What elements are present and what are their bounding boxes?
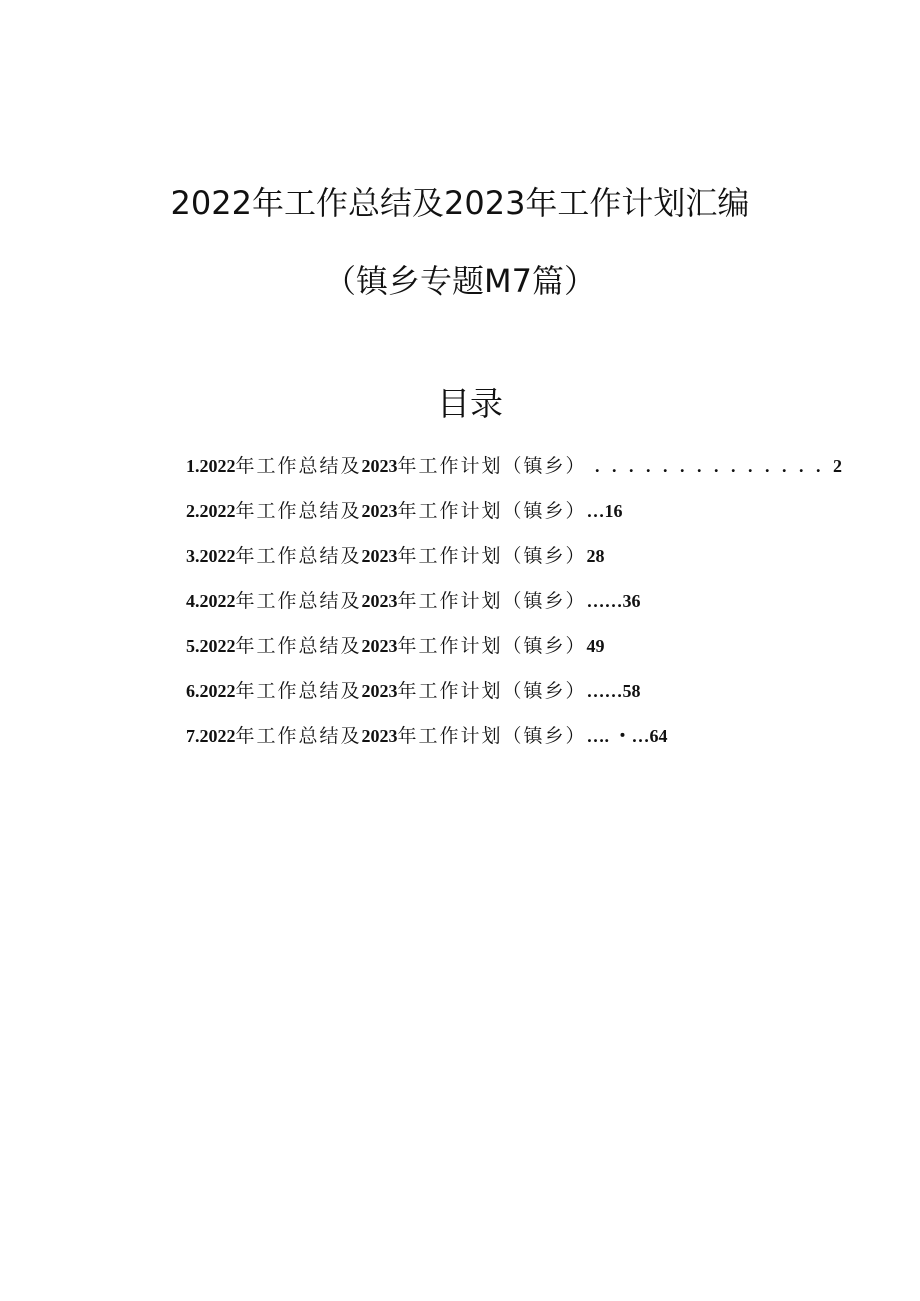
toc-entry-text: 年工作总结及: [235, 680, 362, 702]
toc-entry-text: 年工作总结及: [235, 545, 362, 567]
toc-entry-text: 年工作计划（镇乡）: [397, 545, 587, 567]
toc-entry-text: 年工作总结及: [235, 725, 362, 747]
toc-entry-year: 2023: [361, 501, 398, 521]
toc-entry-page: . . . . . . . . . . . . . . 2: [586, 456, 847, 476]
toc-entry-2[interactable]: [186, 497, 806, 542]
toc-entry-number: 7.2022: [186, 726, 236, 746]
toc-entry-text: 年工作计划（镇乡）: [397, 590, 587, 612]
document-subtitle-text: （镇乡专题M7篇）: [324, 262, 596, 300]
toc-entry-1[interactable]: [186, 452, 847, 497]
toc-entry-number: 6.2022: [186, 681, 236, 701]
document-subtitle: [0, 256, 920, 302]
toc-entry-3[interactable]: [186, 542, 806, 587]
toc-entry-year: 2023: [361, 591, 398, 611]
toc-entry-year: 2023: [361, 636, 398, 656]
toc-entry-text: 年工作计划（镇乡）: [397, 455, 587, 477]
toc-entry-year: 2023: [361, 456, 398, 476]
toc-entry-year: 2023: [361, 681, 398, 701]
toc-entry-4[interactable]: [186, 587, 806, 632]
toc-entry-page: ……58: [586, 681, 641, 701]
toc-entry-number: 4.2022: [186, 591, 236, 611]
toc-entry-text: 年工作计划（镇乡）: [397, 680, 587, 702]
toc-entry-year: 2023: [361, 546, 398, 566]
toc-entry-text: 年工作总结及: [235, 500, 362, 522]
toc-entry-number: 5.2022: [186, 636, 236, 656]
toc-entry-number: 1.2022: [186, 456, 236, 476]
toc-entry-5[interactable]: [186, 632, 806, 677]
toc-entry-page: 49: [586, 636, 605, 656]
toc-entry-text: 年工作计划（镇乡）: [397, 635, 587, 657]
toc-entry-6[interactable]: [186, 677, 806, 722]
toc-entry-year: 2023: [361, 726, 398, 746]
toc-entry-page: ……36: [586, 591, 641, 611]
toc-heading: 目录: [437, 384, 503, 423]
toc-entry-text: 年工作计划（镇乡）: [397, 500, 587, 522]
toc-entry-page: 28: [586, 546, 605, 566]
document-title-text: 2022年工作总结及2023年工作计划汇编: [170, 184, 750, 222]
toc-entry-number: 3.2022: [186, 546, 236, 566]
toc-entry-text: 年工作计划（镇乡）: [397, 725, 587, 747]
toc-entry-text: 年工作总结及: [235, 590, 362, 612]
document-title: [0, 178, 920, 224]
toc-entry-text: 年工作总结及: [235, 635, 362, 657]
toc-entry-text: 年工作总结及: [235, 455, 362, 477]
toc-entry-page: …. ・…64: [586, 726, 668, 746]
toc-entry-page: …16: [586, 501, 623, 521]
toc-entry-number: 2.2022: [186, 501, 236, 521]
table-of-contents: [186, 452, 847, 767]
toc-entry-7[interactable]: [186, 722, 806, 767]
